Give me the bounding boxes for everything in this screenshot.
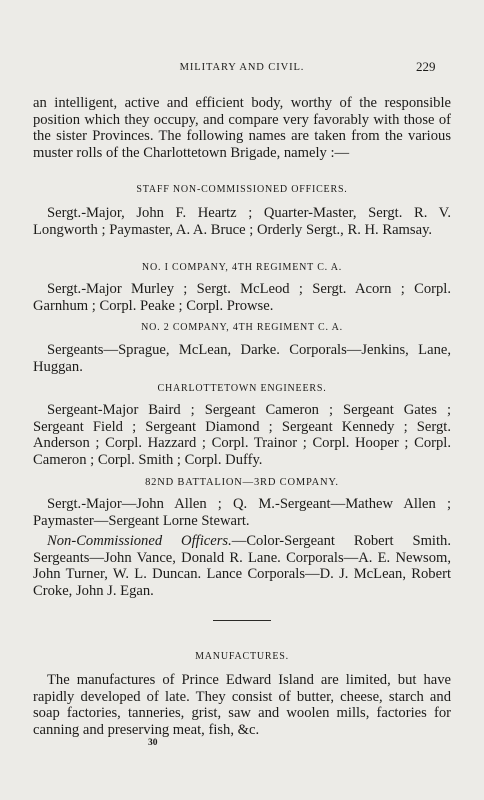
section-heading-staff: STAFF NON-COMMISSIONED OFFICERS.: [136, 184, 348, 195]
running-header: MILITARY AND CIVIL.: [179, 62, 305, 73]
signature-mark: 30: [148, 738, 158, 748]
section-heading-no1-company: NO. I COMPANY, 4TH REGIMENT C. A.: [141, 262, 343, 273]
intro-paragraph-block: [33, 95, 451, 161]
nco-label: Non-Commissioned Officers.: [47, 533, 232, 549]
nco-text: —Color-Sergeant Robert Smith. Sergeants—John Vance, Donald R. Lane. Corporals—A. E. Newsom, John Turner, W. L. Duncan. Lance Corporals—D. J. McLean, Robert Croke, John J. Egan.: [33, 533, 451, 599]
section-heading-82nd-battalion: 82ND BATTALION—3RD COMPANY.: [145, 477, 339, 488]
nco-paragraph-block: [33, 533, 451, 599]
section-body-staff: Sergt.-Major, John F. Heartz ; Quarter-Master, Sergt. R. V. Longworth ; Paymaster, A. A. Bruce ; Orderly Sergt., R. H. Ramsay.: [33, 205, 451, 238]
section-body-engineers-block: [33, 402, 451, 468]
section-heading-manufactures: MANUFACTURES.: [195, 651, 289, 662]
section-body-82nd-battalion: Sergt.-Major—John Allen ; Q. M.-Sergeant—Mathew Allen ; Paymaster—Sergeant Lorne Stewart.: [33, 496, 451, 529]
section-body-no2-company: Sergeants—Sprague, McLean, Darke. Corporals—Jenkins, Lane, Huggan.: [33, 342, 451, 375]
section-divider-rule: [213, 620, 271, 621]
manufactures-paragraph-block: [33, 672, 451, 738]
section-heading-no2-company: NO. 2 COMPANY, 4TH REGIMENT C. A.: [141, 322, 343, 333]
section-body-no1-company: Sergt.-Major Murley ; Sergt. McLeod ; Sergt. Acorn ; Corpl. Garnhum ; Corpl. Peake ; Corpl. Prowse.: [33, 281, 451, 314]
section-heading-engineers: CHARLOTTETOWN ENGINEERS.: [157, 383, 327, 394]
manufactures-paragraph: The manufactures of Prince Edward Island are limited, but have rapidly developed of late. They consist of butter, cheese, starch and soap factories, tanneries, grist, saw and woolen mills, factories for canning and preserving meat, fish, &c.: [33, 672, 451, 738]
section-body-engineers: Sergeant-Major Baird ; Sergeant Cameron ; Sergeant Gates ; Sergeant Field ; Sergeant Diamond ; Sergeant Kennedy ; Sergt. Anderson ; Corpl. Hazzard ; Corpl. Trainor ; Corpl. Hooper ; Corpl. Cameron ; Corpl. Smith ; Corpl. Duffy.: [33, 402, 451, 468]
section-body-no2-company-block: [33, 342, 451, 375]
section-body-staff-block: [33, 205, 451, 238]
nco-paragraph: [33, 533, 451, 599]
section-body-82nd-battalion-block: [33, 496, 451, 529]
page-number: 229: [416, 59, 436, 74]
intro-paragraph: an intelligent, active and efficient body, worthy of the responsible position which they occupy, and compare very favorably with those of the sister Provinces. The following names are taken from the various muster rolls of the Charlottetown Brigade, namely :—: [33, 95, 451, 161]
section-body-no1-company-block: [33, 281, 451, 314]
